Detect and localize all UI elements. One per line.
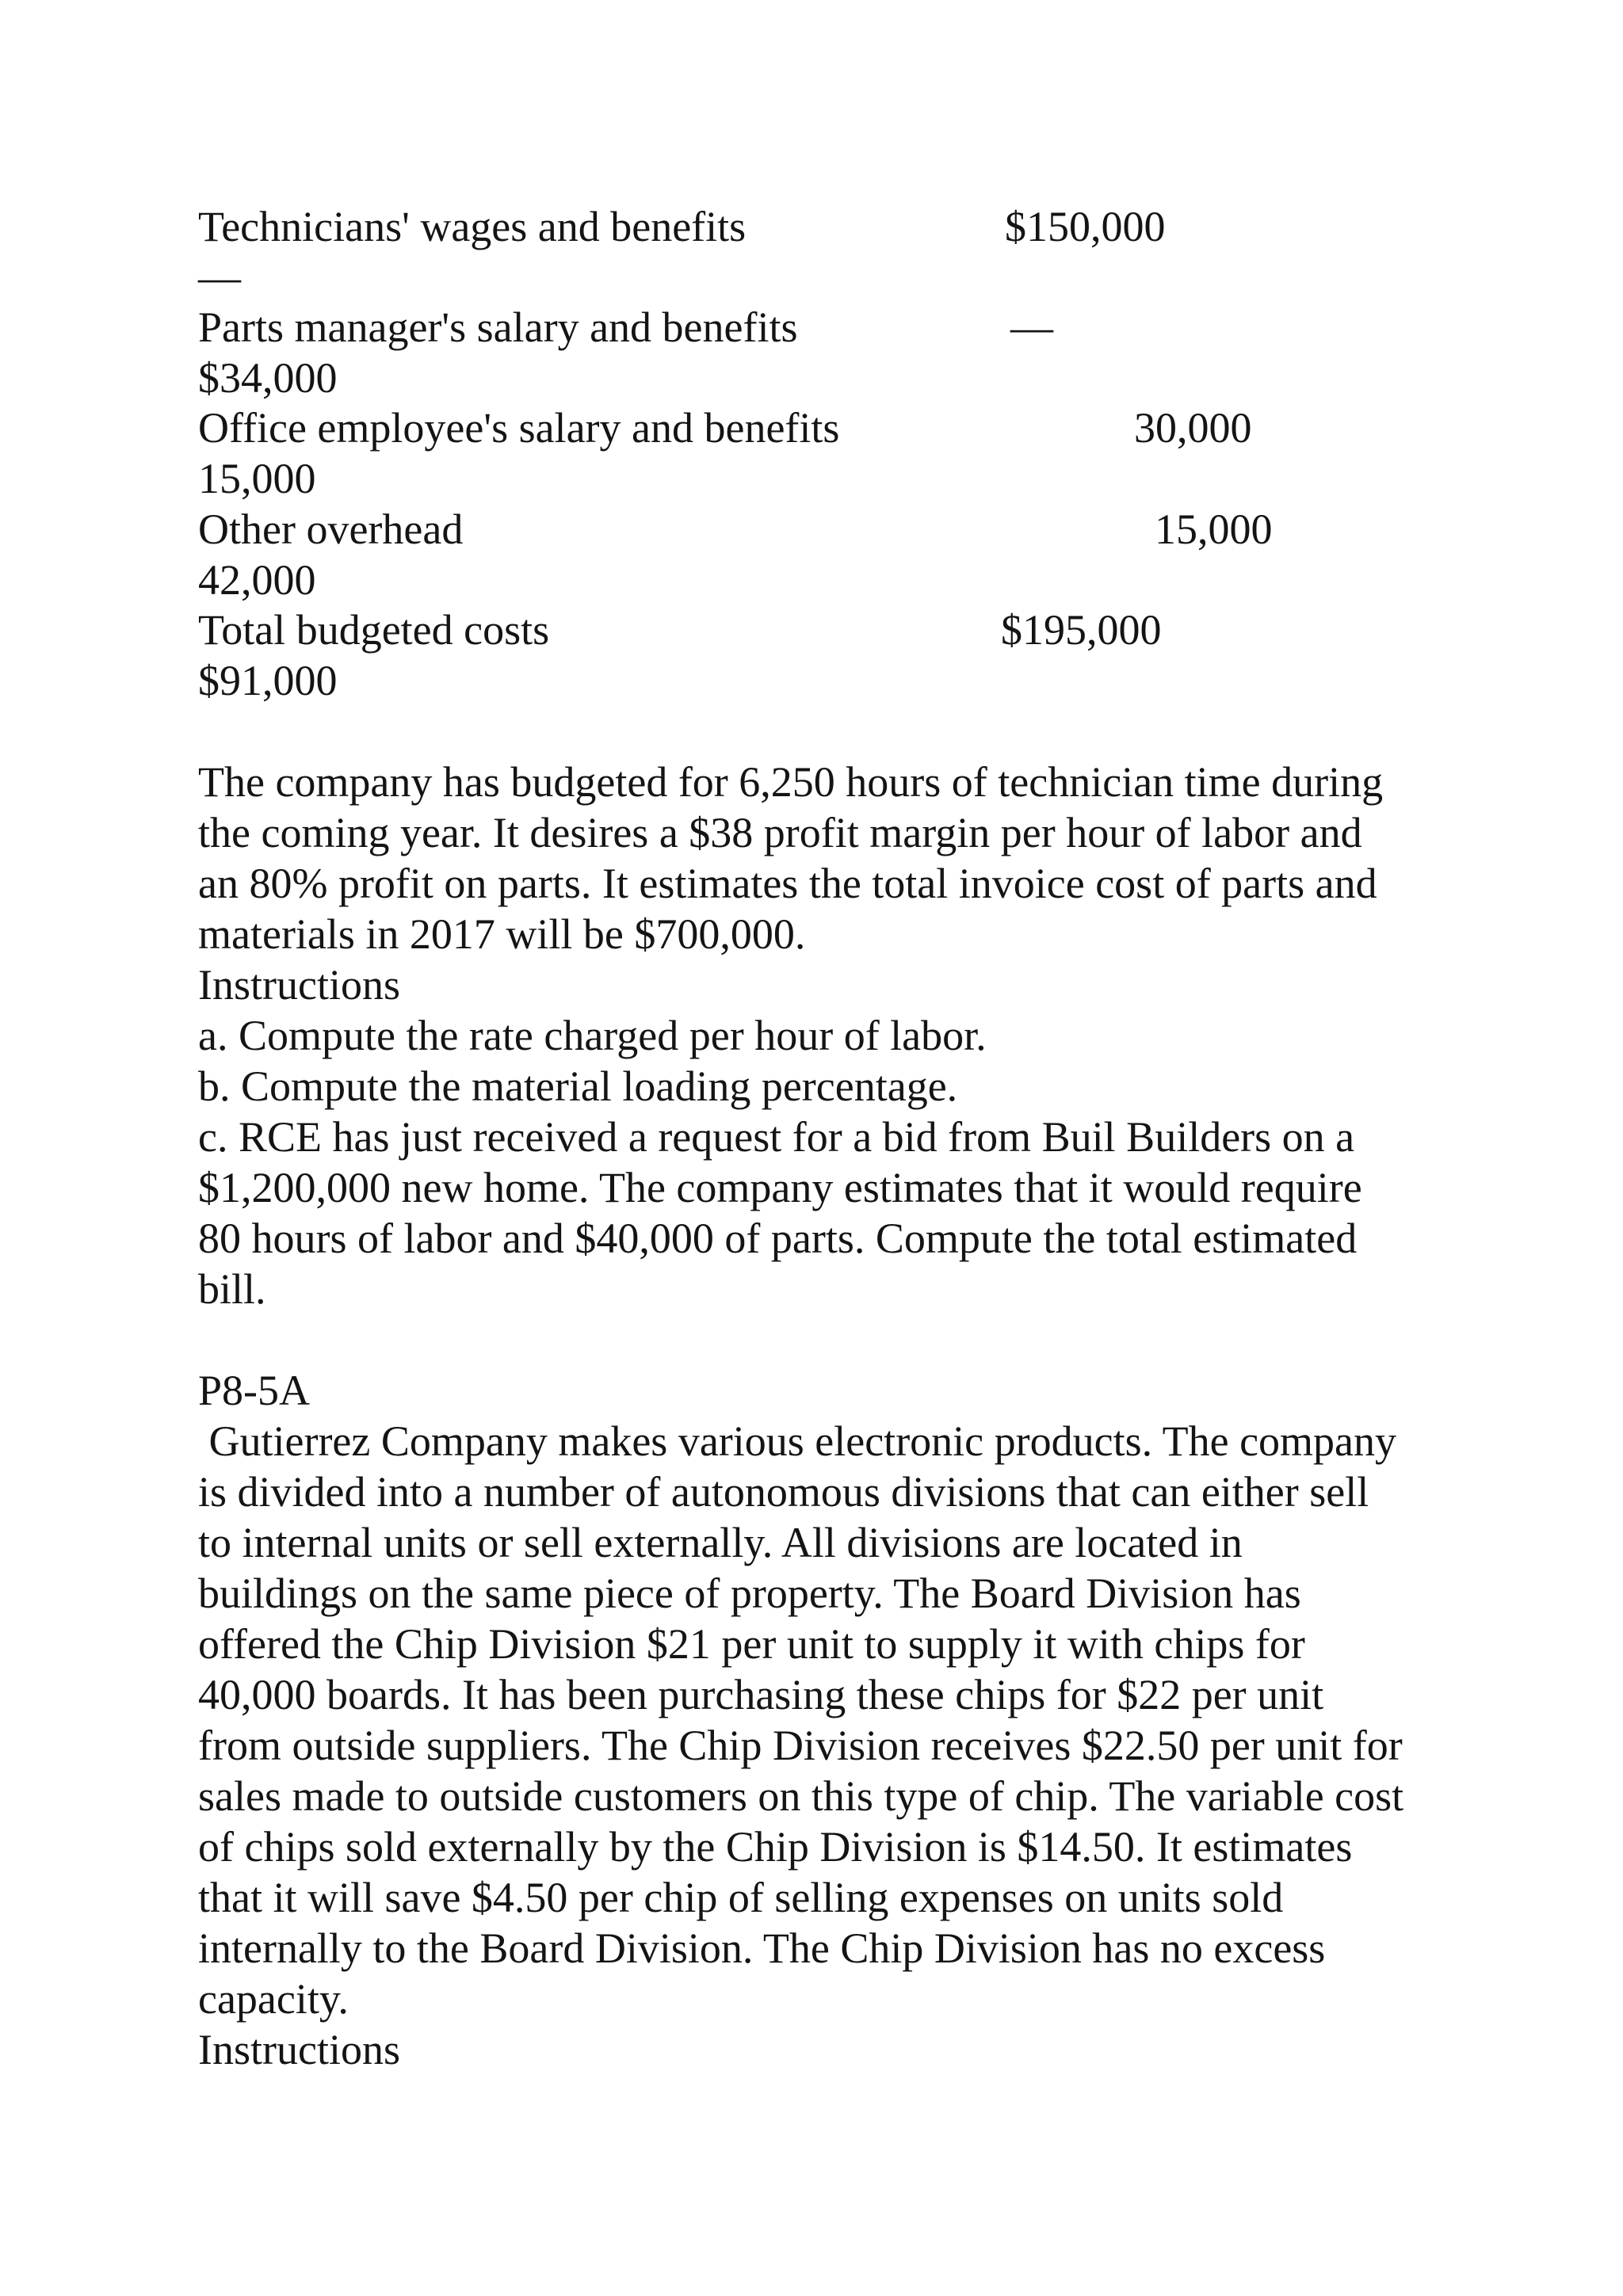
budget-row-col1: $195,000: [1001, 606, 1162, 654]
instruction-item: 80 hours of labor and $40,000 of parts. Compute the total estimated: [198, 1215, 1358, 1262]
problem-line: buildings on the same piece of property. The Board Division has: [198, 1569, 1301, 1617]
problem-line: that it will save $4.50 per chip of selling expenses on units sold: [198, 1874, 1284, 1921]
problem-line: of chips sold externally by the Chip Division is $14.50. It estimates: [198, 1823, 1353, 1871]
instruction-item: b. Compute the material loading percentage.: [198, 1062, 958, 1110]
instructions-paragraph: [198, 757, 1450, 1314]
budget-row-col1: $150,000: [1005, 203, 1166, 250]
problem-section: [198, 1365, 1450, 2075]
problem-line: to internal units or sell externally. All divisions are located in: [198, 1519, 1243, 1566]
budget-row-col1: —: [1010, 303, 1053, 351]
budget-row-label: Other overhead: [198, 505, 464, 553]
problem-line: capacity.: [198, 1975, 349, 2023]
budget-row-col2: 15,000: [198, 455, 316, 502]
problem-line: 40,000 boards. It has been purchasing these chips for $22 per unit: [198, 1671, 1324, 1718]
problem-line: internally to the Board Division. The Chip Division has no excess: [198, 1924, 1326, 1972]
instruction-item: $1,200,000 new home. The company estimates that it would require: [198, 1164, 1362, 1211]
instruction-item: bill.: [198, 1265, 266, 1313]
problem-line: from outside suppliers. The Chip Division receives $22.50 per unit for: [198, 1722, 1403, 1769]
problem-line: is divided into a number of autonomous divisions that can either sell: [198, 1468, 1369, 1516]
budget-row-col2: $91,000: [198, 657, 338, 704]
instruction-item: a. Compute the rate charged per hour of labor.: [198, 1012, 987, 1059]
paragraph-line: an 80% profit on parts. It estimates the total invoice cost of parts and: [198, 860, 1377, 907]
budget-row-col1: 30,000: [1134, 404, 1252, 452]
problem-heading: P8-5A: [198, 1367, 311, 1414]
budget-row-label: Technicians' wages and benefits: [198, 203, 747, 250]
budget-row-col2: —: [198, 254, 241, 301]
paragraph-line: the coming year. It desires a $38 profit margin per hour of labor and: [198, 809, 1362, 856]
budget-row-col2: 42,000: [198, 556, 316, 604]
instruction-item: c. RCE has just received a request for a bid from Buil Builders on a: [198, 1113, 1355, 1161]
budget-row-label: Office employee's salary and benefits: [198, 404, 840, 452]
budget-row-label: Total budgeted costs: [198, 606, 550, 654]
budget-row-col1: 15,000: [1155, 505, 1273, 553]
instructions-heading: Instructions: [198, 2026, 400, 2073]
paragraph-line: materials in 2017 will be $700,000.: [198, 910, 806, 958]
budget-row-col2: $34,000: [198, 354, 338, 402]
paragraph-line: The company has budgeted for 6,250 hours of technician time during: [198, 758, 1384, 806]
problem-line: Gutierrez Company makes various electronic products. The company: [198, 1417, 1397, 1465]
budget-row-label: Parts manager's salary and benefits: [198, 303, 798, 351]
problem-line: sales made to outside customers on this type of chip. The variable cost: [198, 1772, 1404, 1820]
problem-line: offered the Chip Division $21 per unit to supply it with chips for: [198, 1620, 1305, 1668]
instructions-heading: Instructions: [198, 961, 400, 1009]
